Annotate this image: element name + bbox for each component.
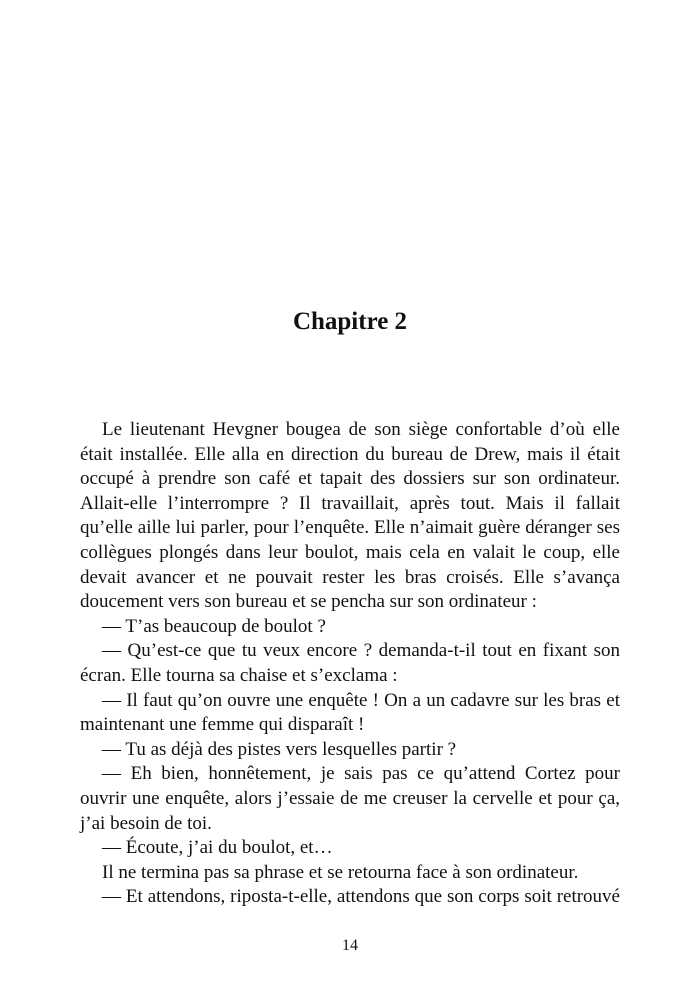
chapter-title: Chapitre 2 (292, 308, 408, 335)
paragraph: Il ne termina pas sa phrase et se retourna face à son ordinateur. (102, 861, 579, 883)
dialogue-line: — Et attendons, riposta-t-elle, attendons que son corps soit retrouvé (102, 886, 620, 908)
dialogue-line: — Tu as déjà des pistes vers lesquelles partir ? (102, 738, 457, 760)
dialogue-line: — T’as beaucoup de boulot ? (102, 615, 326, 637)
body-text (80, 418, 620, 910)
dialogue-line: — Écoute, j’ai du boulot, et… (102, 837, 333, 859)
paragraph: Le lieutenant Hevgner bougea de son siège confortable d’où elle était installée. Elle alla en direction du bureau de Drew, mais il était occupé à prendre son café et tapait des dossiers sur son ordinateur. Allait-elle l’interrompre ? Il travaillait, après tout. Mais il fallait qu’elle aille lui parler, pour l’enquête. Elle n’aimait guère déranger ses collègues plongés dans leur boulot, mais cela en valait le coup, elle devait avancer et ne pouvait rester les bras croisés. Elle s’avança doucement vers son bureau et se pencha sur son ordinateur : (80, 419, 620, 613)
page-number: 14 (342, 937, 358, 954)
dialogue-line: — Eh bien, honnêtement, je sais pas ce qu’attend Cortez pour ouvrir une enquête, alors j’essaie de me creuser la cervelle et pour ça, j’ai besoin de toi. (80, 763, 620, 834)
dialogue-line: — Il faut qu’on ouvre une enquête ! On a un cadavre sur les bras et maintenant une femme qui disparaît ! (80, 689, 620, 736)
dialogue-line: — Qu’est-ce que tu veux encore ? demanda-t-il tout en fixant son écran. Elle tourna sa chaise et s’exclama : (80, 640, 620, 686)
